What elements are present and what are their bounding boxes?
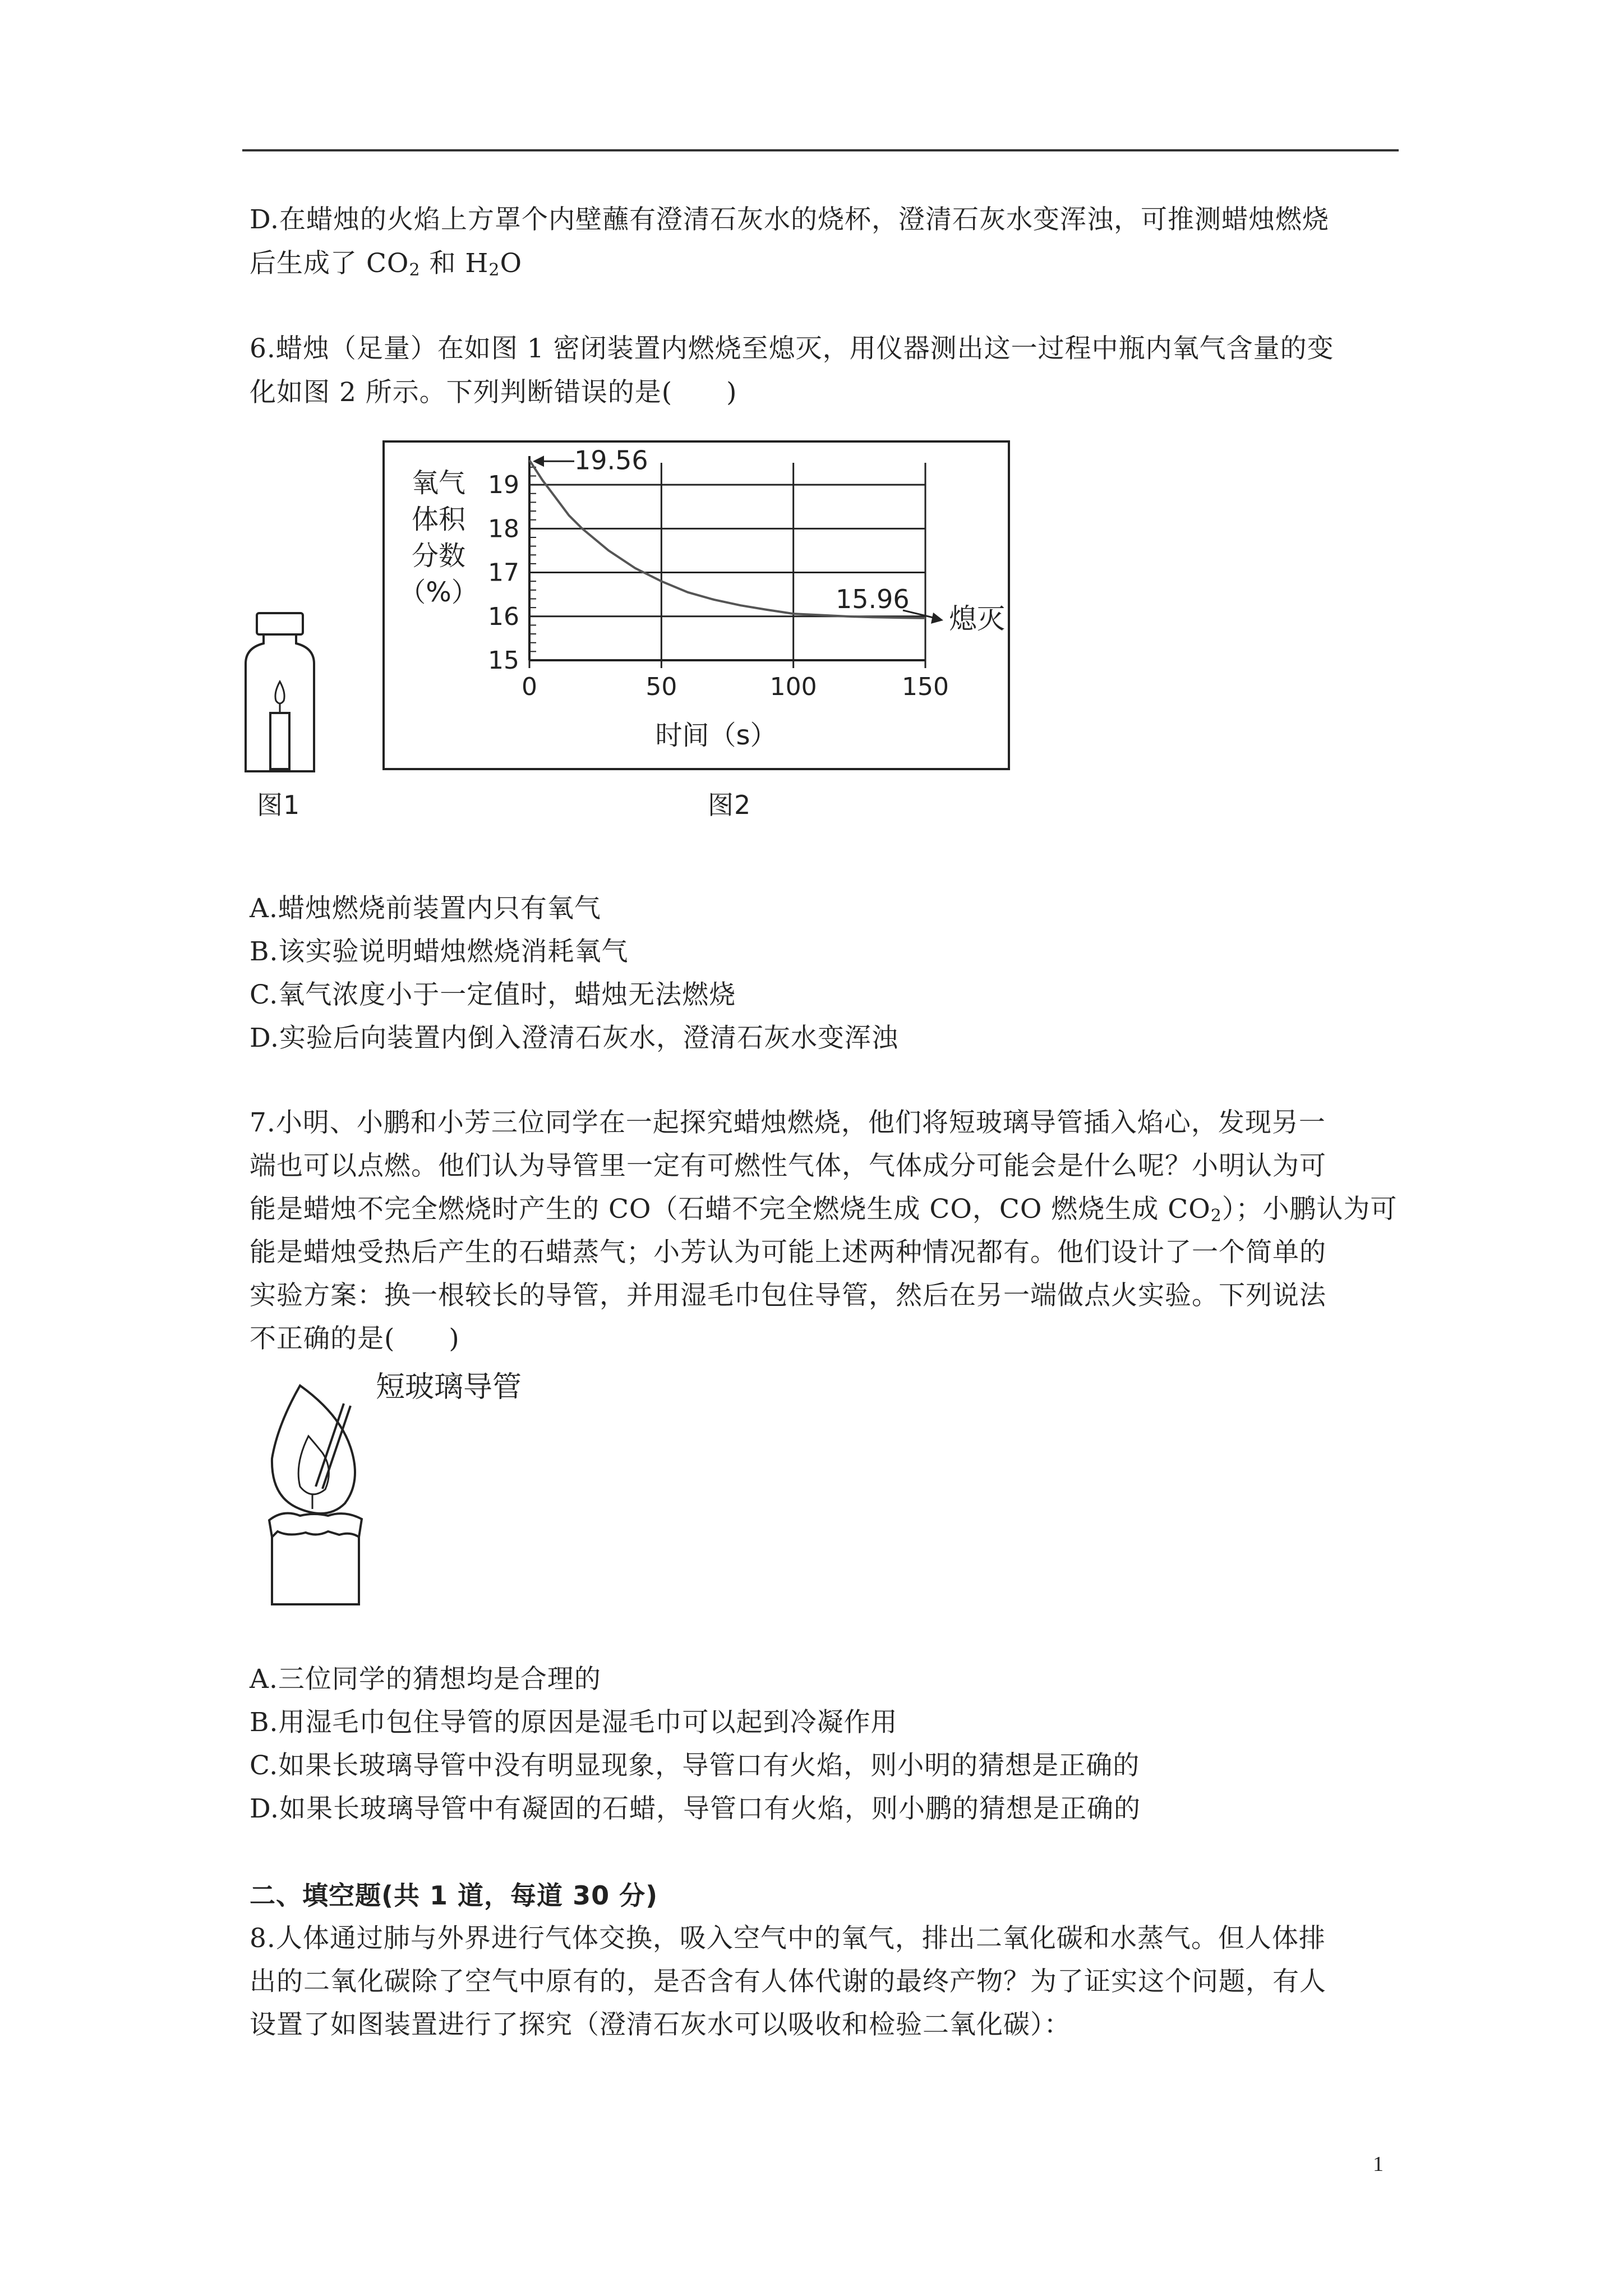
x-axis-label: 时间（s）	[655, 720, 777, 751]
glass-tube-line-a	[316, 1404, 344, 1487]
y-tick-label-16: 16	[488, 602, 519, 631]
q7-stem-line6: 不正确的是( )	[250, 1323, 460, 1354]
q7-option-d: D.如果长玻璃导管中有凝固的石蜡，导管口有火焰，则小鹏的猜想是正确的	[250, 1793, 1141, 1824]
short-glass-tube-label: 短玻璃导管	[376, 1370, 522, 1404]
q5-option-d-line2: 后生成了 $CO_2$ 和 $H_2O$	[250, 248, 523, 280]
y-tick-label-15: 15	[488, 646, 519, 675]
q7-option-c: C.如果长玻璃导管中没有明显现象，导管口有火焰，则小明的猜想是正确的	[250, 1750, 1140, 1781]
y-tick-label-18: 18	[488, 514, 519, 544]
q7-stem-line4: 能是蜡烛受热后产生的石蜡蒸气；小芳认为可能上述两种情况都有。他们设计了一个简单的	[250, 1237, 1326, 1268]
melted-wax-top	[269, 1513, 362, 1538]
q7-option-b: B.用湿毛巾包住导管的原因是湿毛巾可以起到冷凝作用	[250, 1707, 898, 1738]
candle	[270, 713, 289, 769]
y-axis-label-0: 氧气	[411, 467, 466, 499]
x-tick-label-0: 0	[522, 673, 537, 701]
annotation-label-extinguished: 熄灭	[949, 602, 1005, 635]
q6-option-c: C.氧气浓度小于一定值时，蜡烛无法燃烧	[250, 979, 736, 1010]
figure-candle-glass-tube	[250, 1369, 608, 1604]
q7-stem-line1: 7.小明、小鹏和小芳三位同学在一起探究蜡烛燃烧，他们将短玻璃导管插入焰心，发现另一	[250, 1107, 1326, 1138]
q7-stem-line3: 能是蜡烛不完全燃烧时产生的 CO（石蜡不完全燃烧生成 CO，CO 燃烧生成 $CO_2$）；小鹏认为可	[250, 1194, 1398, 1226]
y-axis-label-1: 体积	[411, 504, 466, 535]
figure-2-chart	[382, 440, 1011, 771]
q6-option-d: D.实验后向装置内倒入澄清石灰水，澄清石灰水变浑浊	[250, 1023, 898, 1053]
header-rule	[242, 149, 1399, 151]
q7-stem-line2: 端也可以点燃。他们认为导管里一定有可燃性气体，气体成分可能会是什么呢？小明认为可	[250, 1151, 1326, 1181]
x-tick-label-50: 50	[645, 673, 677, 701]
y-axis-label-2: 分数	[411, 540, 466, 572]
y-axis-label-3: （%）	[399, 577, 478, 608]
q6-option-b: B.该实验说明蜡烛燃烧消耗氧气	[250, 936, 629, 967]
annotation-label-start: 19.56	[574, 445, 648, 476]
q5-option-d-line1: D.在蜡烛的火焰上方罩个内壁蘸有澄清石灰水的烧杯，澄清石灰水变浑浊，可推测蜡烛燃烧	[250, 204, 1329, 235]
q8-stem-line2: 出的二氧化碳除了空气中原有的，是否含有人体代谢的最终产物？为了证实这个问题，有人	[250, 1966, 1326, 1997]
jar-lid	[257, 613, 303, 634]
annotation-label-end: 15.96	[836, 583, 910, 614]
glass-tube-line-b	[322, 1406, 351, 1489]
q6-option-a: A.蜡烛燃烧前装置内只有氧气	[250, 893, 601, 924]
q7-option-a: A.三位同学的猜想均是合理的	[250, 1664, 601, 1695]
page-number: 1	[1373, 2152, 1384, 2176]
candle-body	[272, 1537, 359, 1604]
q6-stem-line1: 6.蜡烛（足量）在如图 1 密闭装置内燃烧至熄灭，用仪器测出这一过程中瓶内氧气含量的变	[250, 333, 1334, 364]
y-tick-label-17: 17	[488, 558, 519, 587]
annotation-arrowhead-end	[931, 613, 943, 624]
x-tick-label-150: 150	[902, 673, 949, 701]
figure-1-jar	[241, 609, 336, 777]
y-tick-label-19: 19	[488, 471, 519, 500]
q6-stem-line2: 化如图 2 所示。下列判断错误的是( )	[250, 377, 737, 408]
figure-2-caption: 图2	[708, 790, 751, 820]
annotation-arrowhead-start	[533, 455, 544, 467]
q7-stem-line5: 实验方案：换一根较长的导管，并用湿毛巾包住导管，然后在另一端做点火实验。下列说法	[250, 1280, 1326, 1311]
q8-stem-line1: 8.人体通过肺与外界进行气体交换，吸入空气中的氧气，排出二氧化碳和水蒸气。但人体排	[250, 1923, 1326, 1954]
candle-flame	[275, 682, 284, 703]
q8-stem-line3: 设置了如图装置进行了探究（澄清石灰水可以吸收和检验二氧化碳）：	[250, 2009, 1071, 2040]
figure-1-caption: 图1	[257, 790, 301, 820]
section-2-heading: 二、填空题(共 1 道，每道 30 分)	[250, 1880, 658, 1911]
x-tick-label-100: 100	[769, 673, 817, 701]
